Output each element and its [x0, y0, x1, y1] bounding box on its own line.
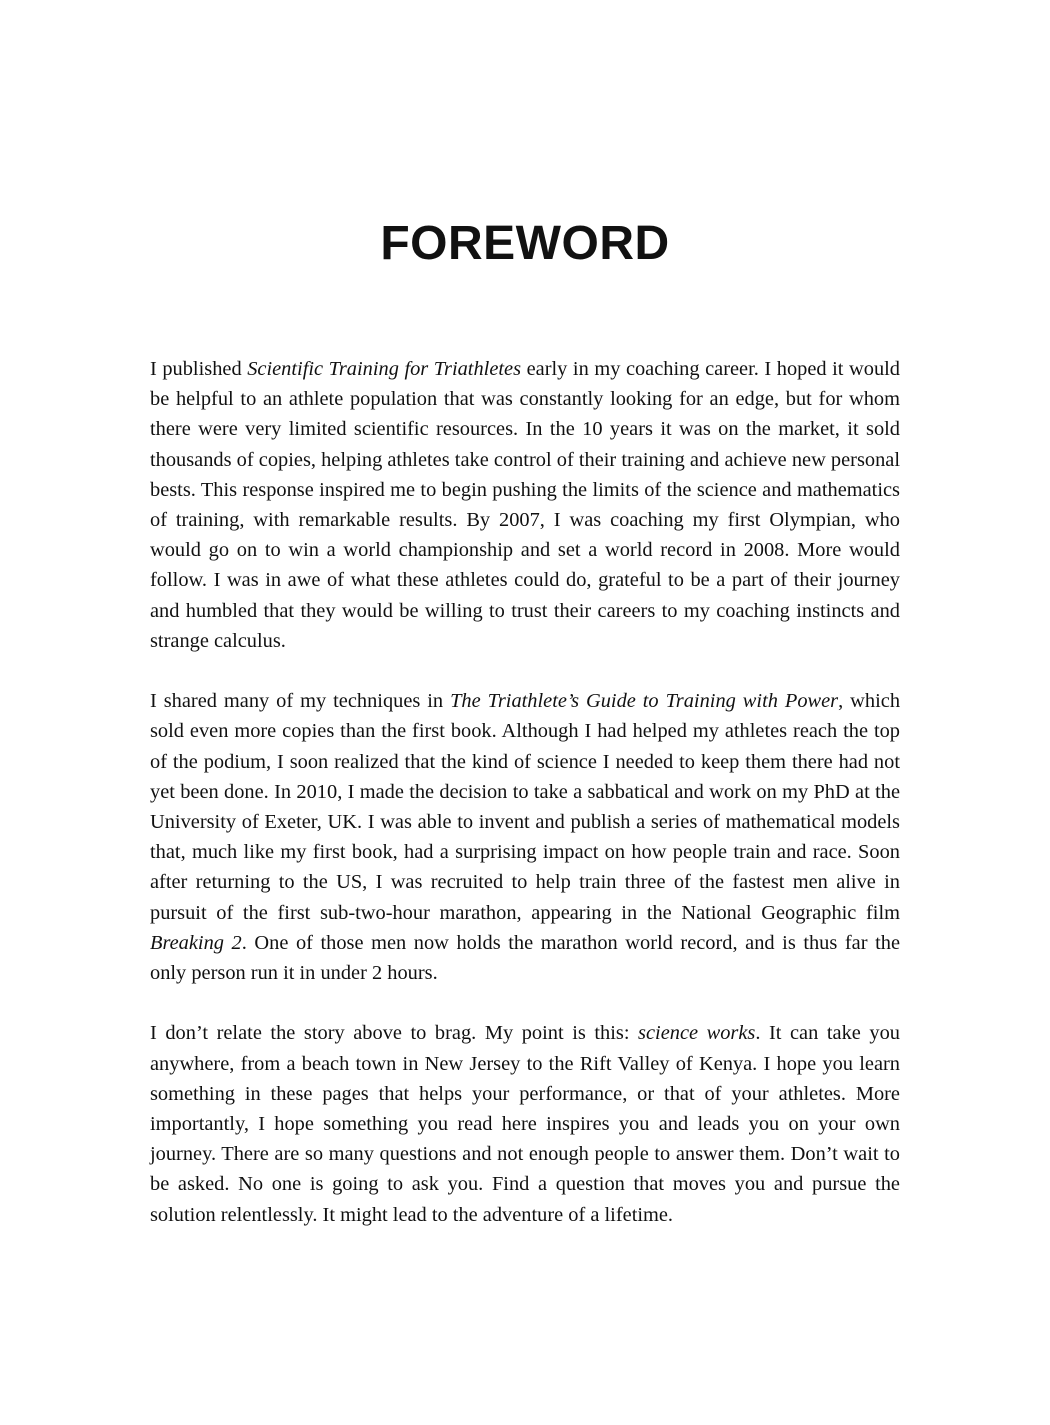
book-title-guide-to-power: The Triathlete’s Guide to Training with Power	[450, 690, 839, 713]
foreword-body	[150, 354, 900, 1260]
paragraph-3-text-2: . It can take you anywhere, from a beach town in New Jersey to the Rift Valley of Kenya. I hope you learn something in these pages that helps your performance, or that of your athletes. More importantly, I hope something you read here inspires you and leads you on your own journey. There are so many questions and not enough people to answer them. Don’t wait to be asked. No one is going to ask you. Find a question that moves you and pursue the solution relentlessly. It might lead to the adventure of a lifetime.	[150, 1022, 900, 1226]
emphasis-science-works: science works	[638, 1022, 756, 1045]
paragraph-1	[150, 354, 900, 656]
paragraph-2-text-3: . One of those men now holds the marathon world record, and is thus far the only person run it in under 2 hours.	[150, 931, 900, 985]
paragraph-2-text-1: I shared many of my techniques in	[150, 690, 451, 713]
paragraph-2	[150, 686, 900, 988]
paragraph-1-text-2: early in my coaching career. I hoped it would be helpful to an athlete population that was constantly looking for an edge, but for whom there were very limited scientific resources. In the 10 years it was on the market, it sold thousands of copies, helping athletes take control of their training and achieve new personal bests. This response inspired me to begin pushing the limits of the science and mathematics of training, with remarkable results. By 2007, I was coaching my first Olympian, who would go on to win a world championship and set a world record in 2008. More would follow. I was in awe of what these athletes could do, grateful to be a part of their journey and humbled that they would be willing to trust their careers to my coaching instincts and strange calculus.	[150, 358, 901, 652]
paragraph-3-text-1: I don’t relate the story above to brag. My point is this:	[150, 1022, 639, 1045]
film-title-breaking-2: Breaking 2	[150, 931, 242, 954]
paragraph-2-text-2: , which sold even more copies than the first book. Although I had helped my athletes reach the top of the podium, I soon realized that the kind of science I needed to keep them there had not yet been done. In 2010, I made the decision to take a sabbatical and work on my PhD at the University of Exeter, UK. I was able to invent and publish a series of mathematical models that, much like my first book, had a surprising impact on how people train and race. Soon after returning to the US, I was recruited to help train three of the fastest men alive in pursuit of the first sub-two-hour marathon, appearing in the National Geographic film	[150, 690, 901, 924]
page-title: FOREWORD	[380, 217, 670, 270]
paragraph-3	[150, 1018, 900, 1229]
paragraph-1-text-1: I published	[150, 358, 248, 380]
book-title-scientific-training: Scientific Training for Triathletes	[247, 358, 522, 380]
